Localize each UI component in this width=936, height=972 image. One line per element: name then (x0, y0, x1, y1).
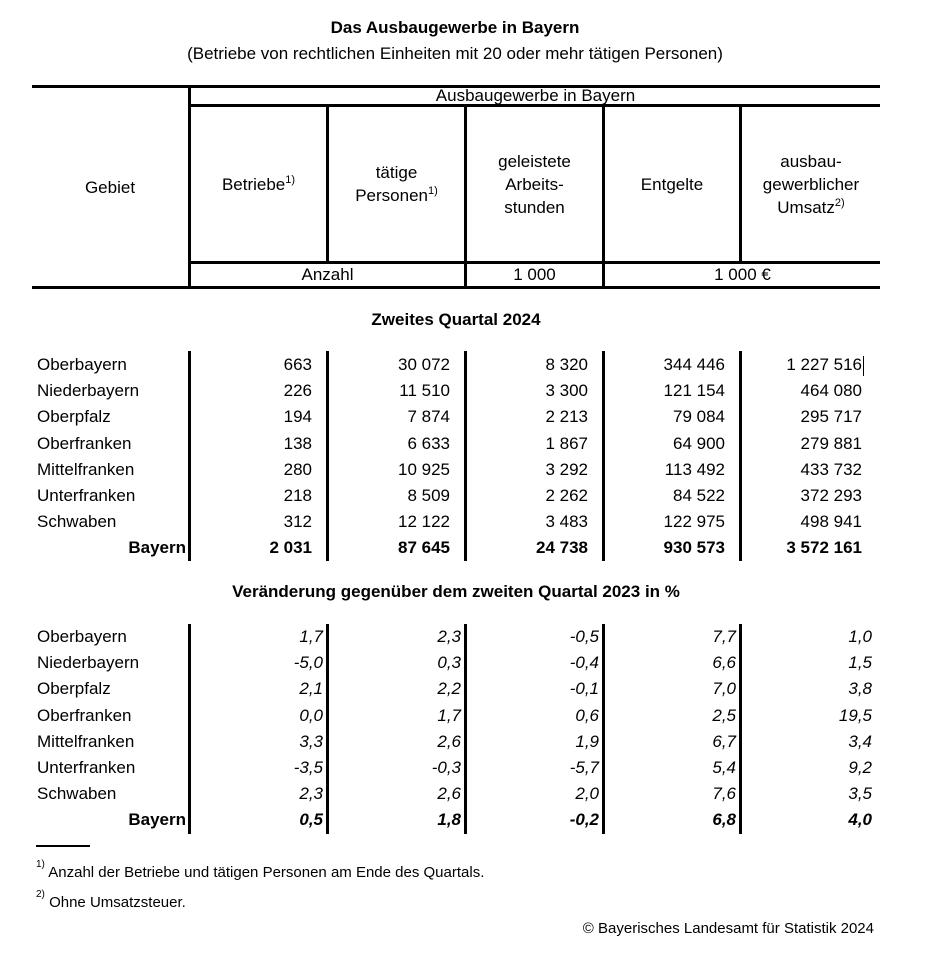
table-row (0, 404, 936, 430)
value-umsatz: 1,0 (848, 627, 872, 646)
value-entgelte: 6,6 (712, 653, 736, 673)
value-betriebe: 138 (283, 433, 312, 453)
table-row (0, 781, 936, 807)
value-personen: 87 645 (398, 538, 450, 558)
footnote-2: $^{2)}$ Ohne Umsatzsteuer. (36, 889, 186, 911)
value-arbeitsstunden: 3 483 (545, 512, 588, 532)
region-name: Mittelfranken (37, 731, 135, 751)
value-betriebe: 0,0 (299, 705, 323, 725)
value-arbeitsstunden: -5,7 (569, 758, 599, 777)
region-name: Niederbayern (37, 653, 140, 673)
value-arbeitsstunden: 24 738 (536, 538, 588, 558)
value-entgelte: 6,8 (712, 810, 736, 830)
header-col-umsatz: ausbau- gewerblicher Umsatz$^{2)}$ (762, 151, 860, 217)
value-arbeitsstunden: 2 213 (545, 407, 588, 427)
table-title: Das Ausbaugewerbe in Bayern (330, 18, 580, 37)
value-betriebe: 2,3 (299, 784, 323, 804)
table-row (0, 352, 936, 378)
table-row (0, 676, 936, 702)
value-umsatz: 1 227 516 (786, 355, 862, 374)
value-arbeitsstunden: 3 292 (545, 459, 588, 479)
value-entgelte: 122 975 (663, 512, 725, 532)
value-arbeitsstunden: -0,1 (569, 679, 599, 699)
value-umsatz: 19,5 (838, 705, 872, 725)
table-row-total (0, 807, 936, 833)
region-name: Oberbayern (37, 627, 127, 646)
value-betriebe: 2,1 (299, 679, 323, 699)
value-umsatz: 3,4 (848, 731, 872, 751)
table-row (0, 509, 936, 535)
table-row (0, 378, 936, 404)
value-entgelte: 7,7 (712, 627, 736, 646)
table-row (0, 650, 936, 676)
value-arbeitsstunden: 2 262 (545, 486, 588, 505)
value-arbeitsstunden: 2,0 (575, 784, 599, 804)
value-arbeitsstunden: 8 320 (545, 355, 588, 374)
region-name: Bayern (128, 810, 186, 830)
value-personen: 2,3 (437, 627, 461, 646)
table-row (0, 729, 936, 755)
value-entgelte: 113 492 (664, 459, 725, 479)
value-entgelte: 5,4 (712, 758, 736, 777)
value-arbeitsstunden: -0,2 (569, 810, 599, 830)
value-personen: 10 925 (398, 459, 450, 479)
unit-count: Anzahl (301, 265, 354, 284)
region-name: Oberpfalz (37, 407, 111, 427)
value-arbeitsstunden: -0,4 (569, 653, 599, 673)
value-entgelte: 79 084 (673, 407, 725, 427)
unit-money: 1 000 € (714, 265, 771, 284)
value-entgelte: 344 446 (663, 355, 725, 374)
value-umsatz: 9,2 (848, 758, 872, 777)
value-betriebe: 3,3 (299, 731, 323, 751)
value-betriebe: 1,7 (299, 627, 323, 646)
value-umsatz: 279 881 (800, 433, 862, 453)
value-betriebe: -5,0 (293, 653, 323, 673)
value-entgelte: 6,7 (712, 731, 736, 751)
value-umsatz: 295 717 (800, 407, 862, 427)
section-title-change: Veränderung gegenüber dem zweiten Quartal 2023 in % (232, 582, 680, 601)
value-umsatz: 372 293 (800, 486, 862, 505)
value-umsatz: 3 572 161 (786, 538, 862, 558)
value-betriebe: -3,5 (293, 758, 323, 777)
header-col-personen: tätige Personen$^{1)}$ (355, 163, 438, 205)
value-arbeitsstunden: 3 300 (545, 381, 588, 401)
region-name: Mittelfranken (37, 459, 135, 479)
value-personen: 0,3 (437, 653, 461, 673)
value-umsatz: 498 941 (800, 512, 862, 532)
header-col-betriebe: Betriebe$^{1)}$ (221, 173, 296, 194)
header-col-entgelte: Entgelte (640, 174, 704, 194)
table-row (0, 624, 936, 650)
value-arbeitsstunden: -0,5 (569, 627, 599, 646)
footnote-1: $^{1)}$ Anzahl der Betriebe und tätigen Personen am Ende des Quartals. (36, 859, 485, 881)
value-betriebe: 312 (283, 512, 312, 532)
value-umsatz: 1,5 (848, 653, 872, 673)
value-entgelte: 64 900 (673, 433, 725, 453)
value-personen: 30 072 (398, 355, 450, 374)
value-entgelte: 2,5 (712, 705, 736, 725)
header-region: Gebiet (84, 177, 136, 197)
table-subtitle: (Betriebe von rechtlichen Einheiten mit 20 oder mehr tätigen Personen) (187, 44, 723, 63)
value-entgelte: 7,6 (712, 784, 736, 804)
header-group: Ausbaugewerbe in Bayern (435, 86, 636, 105)
region-name: Unterfranken (37, 486, 136, 505)
section-title-absolute: Zweites Quartal 2024 (371, 310, 541, 329)
region-name: Oberbayern (37, 355, 127, 374)
value-betriebe: 2 031 (269, 538, 312, 558)
value-entgelte: 121 154 (663, 381, 725, 401)
value-umsatz: 3,8 (848, 679, 872, 699)
header-bottom-rule (32, 286, 880, 289)
value-umsatz: 433 732 (800, 459, 862, 479)
value-betriebe: 194 (283, 407, 312, 427)
region-name: Bayern (128, 538, 186, 558)
table-row (0, 457, 936, 483)
table-row (0, 703, 936, 729)
value-personen: 8 509 (407, 486, 450, 505)
value-arbeitsstunden: 1 867 (545, 433, 588, 453)
value-umsatz: 464 080 (800, 381, 862, 401)
value-arbeitsstunden: 0,6 (575, 705, 599, 725)
value-betriebe: 226 (283, 381, 312, 401)
unit-hours: 1 000 (513, 265, 556, 284)
region-name: Schwaben (37, 512, 117, 532)
region-name: Oberpfalz (37, 679, 111, 699)
value-arbeitsstunden: 1,9 (575, 731, 599, 751)
value-personen: 12 122 (398, 512, 450, 532)
region-name: Oberfranken (37, 433, 132, 453)
value-entgelte: 7,0 (712, 679, 736, 699)
table-row (0, 431, 936, 457)
value-betriebe: 663 (283, 355, 312, 374)
value-betriebe: 218 (283, 486, 312, 505)
value-personen: 2,6 (437, 731, 461, 751)
footnote-separator (36, 845, 90, 847)
value-personen: 6 633 (407, 433, 450, 453)
value-personen: 1,7 (437, 705, 461, 725)
value-personen: 1,8 (437, 810, 461, 830)
text-cursor (863, 356, 864, 376)
table-row (0, 755, 936, 781)
region-name: Schwaben (37, 784, 117, 804)
value-personen: 2,6 (437, 784, 461, 804)
value-umsatz: 3,5 (848, 784, 872, 804)
table-row (0, 483, 936, 509)
value-personen: 7 874 (407, 407, 450, 427)
table-row-total (0, 535, 936, 561)
value-personen: -0,3 (431, 758, 461, 777)
copyright-notice: © Bayerisches Landesamt für Statistik 2024 (582, 920, 874, 937)
value-personen: 2,2 (437, 679, 461, 699)
region-name: Oberfranken (37, 705, 132, 725)
value-betriebe: 280 (283, 459, 312, 479)
header-col-arbeitsstunden: geleistete Arbeits- stunden (498, 151, 571, 217)
region-name: Niederbayern (37, 381, 140, 401)
value-umsatz: 4,0 (848, 810, 872, 830)
value-entgelte: 930 573 (663, 538, 725, 558)
value-betriebe: 0,5 (299, 810, 323, 830)
value-personen: 11 510 (399, 381, 450, 401)
region-name: Unterfranken (37, 758, 136, 777)
value-entgelte: 84 522 (673, 486, 725, 505)
